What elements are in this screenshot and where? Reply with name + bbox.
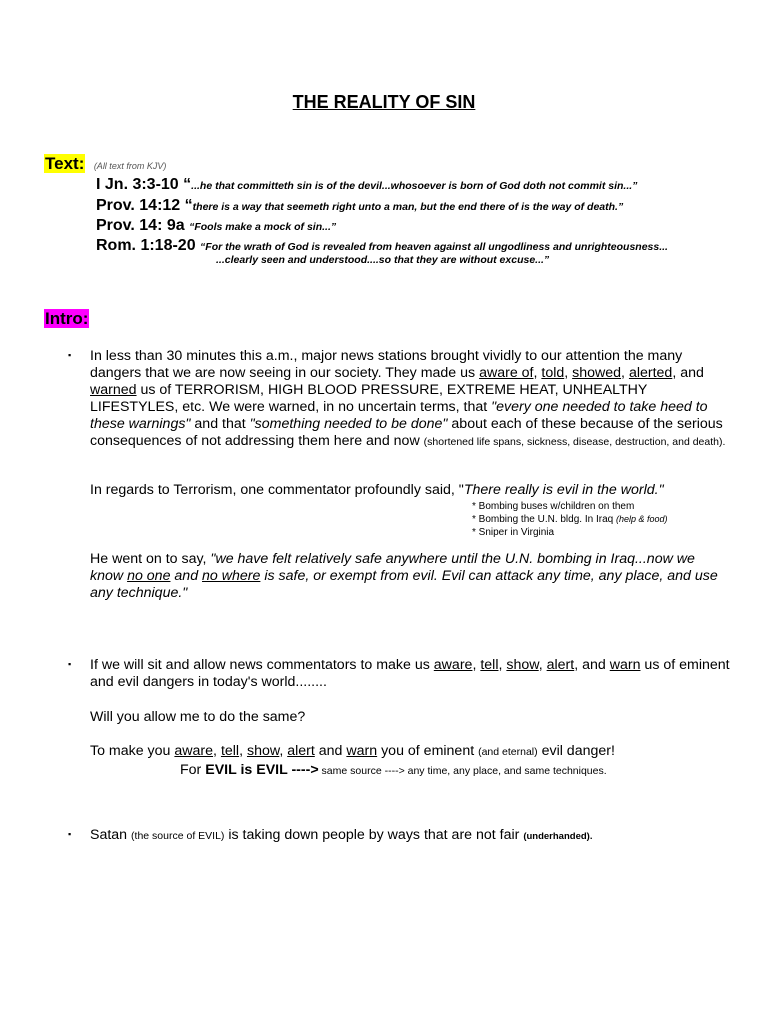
text-run: , (564, 365, 573, 381)
underlined-word: told (541, 365, 565, 381)
italic-quote: "we have felt relatively safe anywhere until the U.N. bombing in Iraq...now we know (90, 551, 695, 584)
small-aside: (the source of EVIL) (131, 830, 225, 842)
bullet-icon: ▪ (68, 659, 72, 669)
verse-open-quote: “ (184, 197, 193, 214)
quote-paragraph (90, 551, 730, 602)
bullet-icon: ▪ (68, 350, 72, 360)
question-line: Will you allow me to do the same? (90, 709, 306, 725)
note-item: * Sniper in Virginia (472, 527, 555, 538)
text-run: Satan (90, 827, 132, 843)
warning-line (90, 743, 730, 761)
bullet-icon: ▪ (68, 829, 72, 839)
note-item: * Bombing buses w/children on them (472, 501, 635, 512)
intro-header (44, 309, 89, 329)
terrorism-notes (472, 500, 668, 539)
commentator-paragraph (90, 482, 730, 499)
underlined-word: show (246, 743, 280, 759)
verse-text: ...he that committeth sin is of the devil...whosoever is born of God doth not commit sin...” (191, 180, 638, 192)
verse-line (96, 237, 668, 255)
small-aside: (shortened life spans, sickness, disease, destruction, and death). (423, 436, 726, 448)
underlined-word: aware (433, 657, 473, 673)
text-run: , and (672, 365, 704, 381)
note-item: * Bombing the U.N. bldg. In Iraq (help & food) (472, 514, 668, 525)
verse-text: there is a way that seemeth right unto a man, but the end there of is the way of death.” (192, 201, 624, 213)
underlined-word: tell (220, 743, 240, 759)
text-run: In regards to Terrorism, one commentator profoundly said, " (90, 482, 464, 498)
underlined-word: aware (174, 743, 214, 759)
text-run: is taking down people by ways that are not fair (224, 827, 524, 843)
underlined-italic-word: no one (127, 568, 171, 584)
small-aside: same source ----> any time, any place, and same techniques. (318, 765, 607, 777)
text-run: and (314, 743, 347, 759)
verse-line (96, 176, 637, 194)
text-run: To make you (90, 743, 175, 759)
verse-line (96, 217, 336, 235)
text-run: and that (190, 416, 250, 432)
underlined-italic-word: no where (202, 568, 261, 584)
small-aside: (and eternal) (478, 746, 538, 758)
text-section-header (44, 154, 166, 174)
evil-line (180, 762, 740, 780)
italic-quote: and (170, 568, 203, 584)
underlined-word: aware of (479, 365, 534, 381)
italic-quote: is safe, or exempt from evil. Evil can attack any time, any place, and use any technique." (90, 568, 718, 601)
verse-text: “Fools make a mock of sin...” (189, 221, 337, 233)
page-title: THE REALITY OF SIN (292, 92, 476, 112)
text-run: , and (574, 657, 610, 673)
text-run: , (213, 743, 221, 759)
verse-ref: Prov. 14: 9a (96, 217, 185, 234)
text-run: us of eminent and evil dangers in today's world........ (90, 657, 730, 690)
bold-phrase: EVIL is EVIL ----> (205, 762, 319, 778)
verse-continuation: ...clearly seen and understood....so that they are without excuse...” (216, 254, 550, 266)
verse-ref: I Jn. 3:3-10 (96, 176, 179, 193)
text-run: If we will sit and allow news commentators to make us (90, 657, 434, 673)
text-run: , (472, 657, 481, 673)
text-run: you of eminent (377, 743, 479, 759)
underlined-word: warn (346, 743, 378, 759)
text-run: , (239, 743, 247, 759)
text-run: , (533, 365, 542, 381)
commentators-paragraph (90, 657, 730, 691)
intro-label: Intro: (45, 309, 89, 328)
text-run: , (279, 743, 288, 759)
underlined-word: tell (480, 657, 499, 673)
verse-ref: Rom. 1:18-20 (96, 237, 196, 254)
text-run: , (621, 365, 629, 381)
satan-paragraph (90, 827, 730, 845)
italic-quote: There really is evil in the world." (463, 482, 664, 498)
underlined-word: warn (609, 657, 641, 673)
text-label: Text: (45, 154, 85, 173)
text-run: evil danger! (537, 743, 615, 759)
underlined-word: alerted (628, 365, 673, 381)
small-aside: (underhanded). (523, 831, 593, 842)
kjv-note: (All text from KJV) (93, 161, 167, 171)
underlined-word: alert (546, 657, 575, 673)
italic-quote: "every one needed to take heed to these warnings" (90, 399, 708, 432)
verse-line (96, 197, 623, 215)
verse-ref: Prov. 14:12 (96, 197, 181, 214)
text-run: He went on to say, (90, 551, 211, 567)
verse-text: “For the wrath of God is revealed from heaven against all ungodliness and unrighteousness... (200, 241, 668, 253)
text-run: For (180, 762, 206, 778)
text-run: us of TERRORISM, HIGH BLOOD PRESSURE, EXTREME HEAT, UNHEALTHY LIFESTYLES, etc. We were warned, in no uncertain terms, that (90, 382, 648, 415)
underlined-word: show (506, 657, 539, 673)
italic-quote: "something needed to be done" (249, 416, 448, 432)
intro-paragraph (90, 348, 730, 451)
text-run: , (498, 657, 507, 673)
text-run: about each of these because of the serious consequences of not addressing them here and now (90, 416, 723, 449)
underlined-word: showed (572, 365, 622, 381)
underlined-word: warned (90, 382, 137, 398)
note-suffix: (help & food) (615, 514, 668, 524)
underlined-word: alert (287, 743, 315, 759)
verse-open-quote: “ (183, 176, 192, 193)
text-run: In less than 30 minutes this a.m., major news stations brought vividly to our attention the many dangers that we are now seeing in our society. They made us (90, 348, 683, 381)
text-run: , (538, 657, 547, 673)
